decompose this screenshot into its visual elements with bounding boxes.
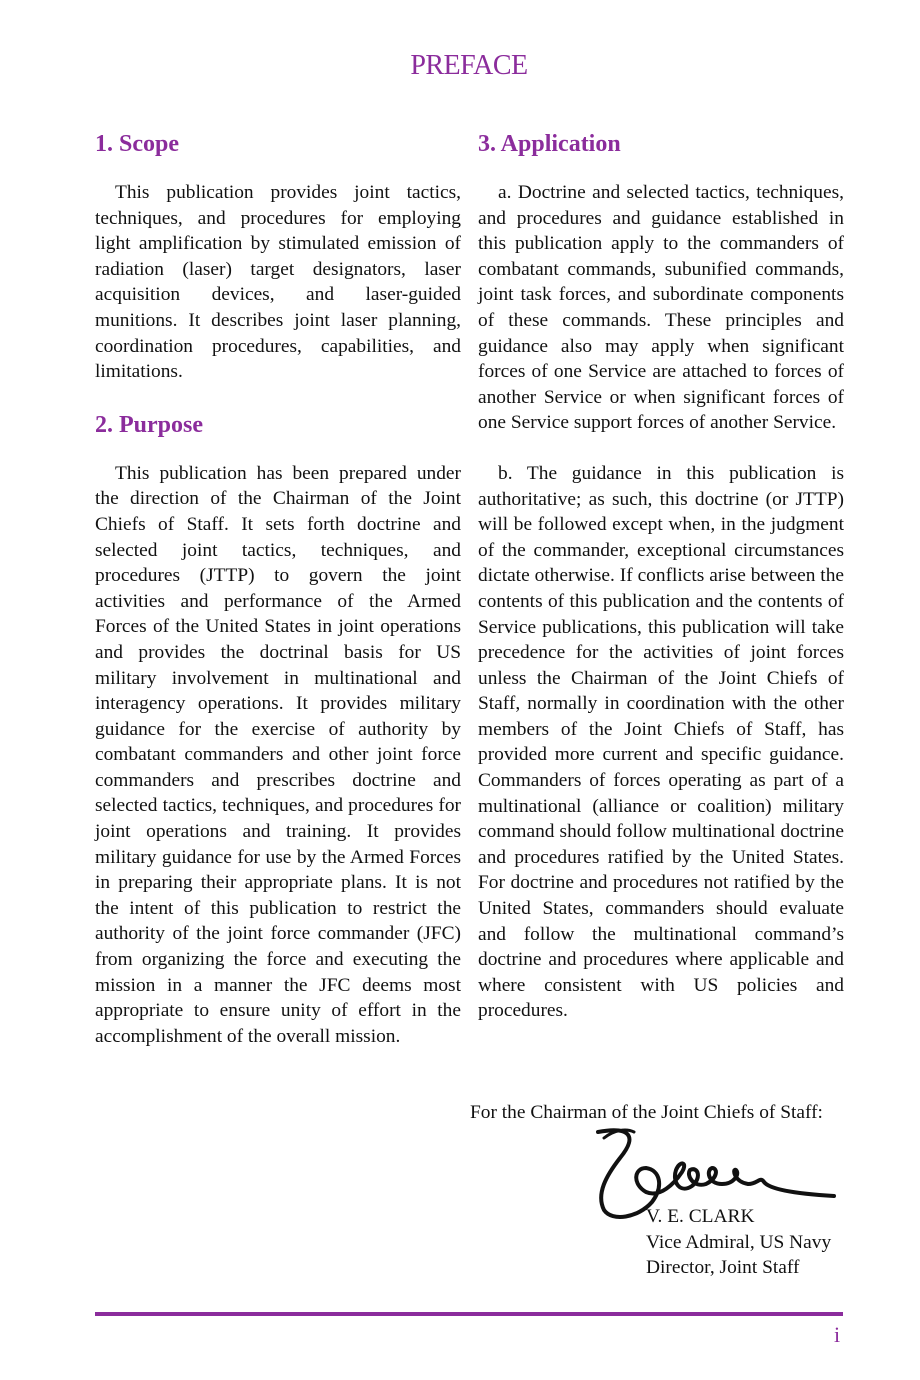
- application-paragraph-b: b. The guidance in this publication is authoritative; as such, this doctrine (or JTTP) will be followed except when, in the judgment of the commander, exceptional circumstances dictate otherwise. If conflicts arise between the contents of this publication and the contents of Service publications, this publication will take precedence for the activities of joint forces unless the Chairman of the Joint Chiefs of Staff, normally in coordination with the other members of the Joint Chiefs of Staff, has provided more current and specific guidance. Commanders of forces operating as part of a multinational (alliance or coalition) military command should follow multinational doctrine and procedures ratified by the United States. For doctrine and procedures not ratified by the United States, commanders should evaluate and follow the multinational command’s doctrine and procedures where applicable and where consistent with US policies and procedures.: [478, 462, 844, 1022]
- purpose-paragraph: This publication has been prepared under the direction of the Chairman of the Joint Chiefs of Staff. It sets forth doctrine and selected joint tactics, techniques, and procedures (JTTP) to govern the joint activities and performance of the Armed Forces of the United States in joint operations and provides the doctrinal basis for US military involvement in multinational and interagency operations. It provides military guidance for the exercise of authority by combatant commanders and other joint force commanders and prescribes doctrine and selected tactics, techniques, and procedures for joint operations and training. It provides military guidance for use by the Armed Forces in preparing their appropriate plans. It is not the intent of this publication to restrict the authority of the joint force commander (JFC) from organizing the force and executing the mission in a manner the JFC deems most appropriate to ensure unity of effort in the accomplishment of the overall mission.: [95, 462, 461, 1047]
- footer-rule: [95, 1312, 843, 1316]
- application-heading: 3. Application: [478, 131, 621, 157]
- signer-position: Director, Joint Staff: [646, 1257, 800, 1279]
- purpose-heading: 2. Purpose: [95, 411, 203, 438]
- signer-name: V. E. CLARK: [646, 1206, 755, 1227]
- signer-block: [646, 1204, 831, 1281]
- application-paragraph-a: a. Doctrine and selected tactics, techniques, and procedures and guidance established in this publication apply to the commanders of combatant commands, subunified commands, joint task forces, and subordinate components of these commands. These principles and guidance also may apply when significant forces of one Service are attached to forces of another Service or when significant forces of one Service support forces of another Service.: [478, 182, 844, 434]
- page-number: i: [834, 1322, 841, 1347]
- signature-closing: For the Chairman of the Joint Chiefs of Staff:: [470, 1102, 823, 1123]
- signer-rank: Vice Admiral, US Navy: [646, 1231, 832, 1253]
- right-column: [478, 128, 844, 1024]
- scope-heading: 1. Scope: [95, 131, 179, 157]
- left-column: [95, 128, 461, 1049]
- scope-paragraph: This publication provides joint tactics, techniques, and procedures for employing light amplification by stimulated emission of radiation (laser) target designators, laser acquisition devices, and laser-guided munitions. It describes joint laser planning, coordination procedures, capabilities, and limitations.: [95, 182, 461, 383]
- page-title: PREFACE: [410, 50, 528, 81]
